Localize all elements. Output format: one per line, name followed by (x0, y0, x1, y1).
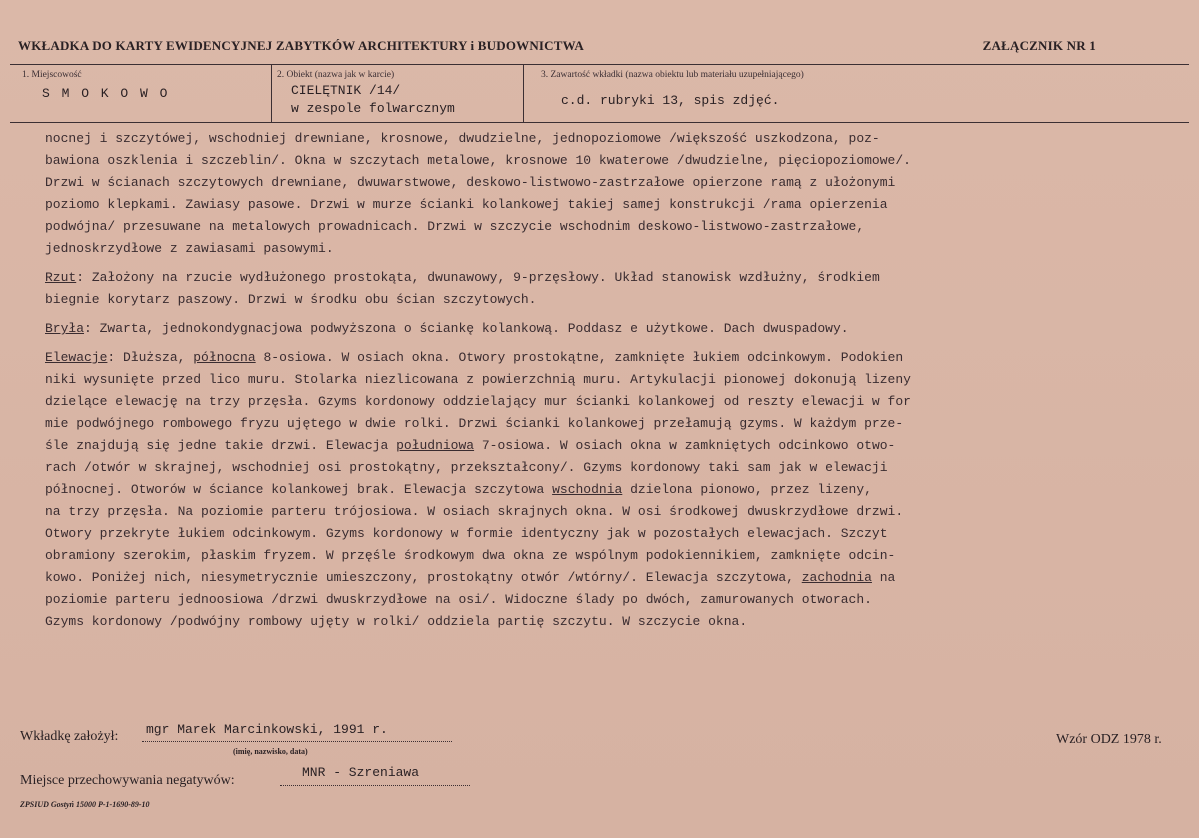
author-hint: (imię, nazwisko, data) (233, 747, 308, 756)
print-code: ZPSIUD Gostyń 15000 P-1-1690-89-10 (20, 800, 150, 809)
description-text (45, 128, 1180, 640)
divider (523, 64, 524, 122)
section-heading-bryla: Bryła (45, 321, 85, 336)
storage-label: Miejsce przechowywania negatywów: (20, 773, 235, 788)
model-label: Wzór ODZ 1978 r. (1056, 732, 1162, 747)
object-value: CIELĘTNIK /14/ (291, 83, 401, 98)
paragraph-elewacje: Elewacje: Dłuższa, północna 8-osiowa. W osiach okna. Otwory prostokątne, zamknięte łukiem odcinkowym. Podokien niki wysunięte przed lico muru. Stolarka niezlicowana z powierzchnią muru. Artykulacji pionowej dokonują lizeny dzielące elewację na trzy przęsła. Gzyms kordonowy oddzielający mur ścianki kolankowej od reszty elewacji w for mie podwójnego rombowego fryzu ujętego w dwie rolki. Drzwi ścianki kolankowej przełamują gzyms. W każdym prze- śle znajdują się jedne takie drzwi. Elewacja południowa 7-osiowa. W osiach okna w zamkniętych odcinkowo otwo- rach /otwór w skrajnej, wschodniej osi prostokątny, przekształcony/. Gzyms kordonowy taki sam jak w elewacji północnej. Otworów w ściance kolankowej brak. Elewacja szczytowa wschodnia dzielona pionowo, przez lizeny, na trzy przęsła. Na poziomie parteru trójosiowa. W osiach skrajnych okna. W osi środkowej dwuskrzydłowe drzwi. Otwory przekryte łukiem odcinkowym. Gzyms kordonowy w formie identyczny jak w pozostałych elewacjach. Szczyt obramiony szerokim, płaskim fryzem. W przęśle środkowym dwa okna ze wspólnym podokiennikiem, zamknięte odcin- kowo. Poniżej nich, niesymetrycznie umieszczony, prostokątny otwór /wtórny/. Elewacja szczytowa, zachodnia na poziomie parteru jednoosiowa /drzwi dwuskrzydłowe na osi/. Widoczne ślady po dwóch, zamurowanych otworach. Gzyms kordonowy /podwójny rombowy ujęty w rolki/ oddziela partię szczytu. W szczycie okna. (45, 350, 911, 629)
attachment-number: ZAŁĄCZNIK NR 1 (982, 38, 1096, 53)
card-title: WKŁADKA DO KARTY EWIDENCYJNEJ ZABYTKÓW ARCHITEKTURY i BUDOWNICTWA (18, 38, 584, 53)
content-label: 3. Zawartość wkładki (nazwa obiektu lub materiału uzupełniającego) (541, 70, 804, 80)
section-heading-elewacje: Elewacje (45, 350, 108, 365)
paragraph-rzut: Rzut: Założony na rzucie wydłużonego prostokąta, dwunawowy, 9-przęsłowy. Układ stanowisk wzdłużny, środkiem biegnie korytarz paszowy. Drzwi w środku obu ścian szczytowych. (45, 270, 880, 307)
divider (10, 64, 1189, 65)
author-value: mgr Marek Marcinkowski, 1991 r. (146, 722, 388, 737)
place-value: S M O K O W O (42, 86, 170, 101)
object-value-2: w zespole folwarcznym (291, 101, 455, 116)
object-label: 2. Obiekt (nazwa jak w karcie) (277, 70, 395, 80)
dotted-line (142, 741, 452, 742)
author-label: Wkładkę założył: (20, 729, 119, 744)
section-heading-rzut: Rzut (45, 270, 77, 285)
divider (271, 64, 272, 122)
dotted-line (280, 785, 470, 786)
paragraph-joinery: nocnej i szczytówej, wschodniej drewniane, krosnowe, dwudzielne, jednopoziomowe /większość uszkodzona, poz- bawiona oszklenia i szczeblin/. Okna w szczytach metalowe, krosnowe 10 kwaterowe /dwudzielne, pięciopoziomowe/. Drzwi w ścianach szczytowych drewniane, dwuwarstwowe, deskowo-listwowo-zastrzałowe opierzone ramą z ułożonymi poziomo klepkami. Zawiasy pasowe. Drzwi w murze ścianki kolankowej takiej samej konstrukcji /rama opierzenia podwójna/ przesuwane na metalowych prowadnicach. Drzwi w szczycie wschodnim deskowo-listwowo-zastrzałowe, jednoskrzydłowe z zawiasami pasowymi. (45, 131, 911, 256)
place-label: 1. Miejscowość (22, 70, 82, 80)
storage-value: MNR - Szreniawa (302, 765, 420, 780)
content-value: c.d. rubryki 13, spis zdjęć. (561, 93, 780, 108)
card-header (18, 38, 1188, 54)
paragraph-bryla: Bryła: Zwarta, jednokondygnacjowa podwyższona o ściankę kolankową. Poddasz e użytkowe. Dach dwuspadowy. (45, 321, 849, 336)
divider (10, 122, 1189, 123)
